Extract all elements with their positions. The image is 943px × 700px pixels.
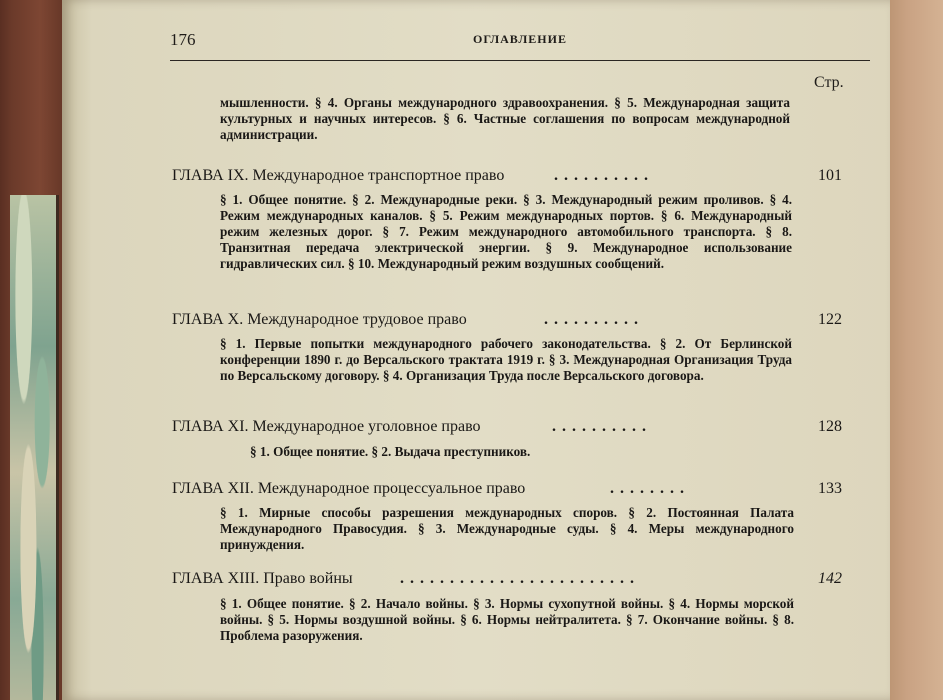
chapter-10-sections: § 1. Первые попытки международного рабочего законодательства. § 2. От Берлинской конференции 1890 г. до Версальского трактата 1919 г. § 3. Международная Организация Труда по Версальскому договору. § 4. Организация Труда после Версальского договора.: [220, 336, 792, 383]
chapter-page: 133: [818, 480, 842, 497]
chapter-page: 122: [818, 311, 842, 328]
page-number: 176: [170, 30, 196, 49]
chapter-title: ГЛАВА XI. Международное уголовное право: [172, 418, 481, 435]
running-title: ОГЛАВЛЕНИЕ: [473, 32, 567, 46]
toc-entry-chapter-12: [172, 480, 842, 502]
chapter-title: ГЛАВА IX. Международное транспортное право: [172, 167, 505, 184]
page-header: [170, 28, 870, 61]
chapter-9-sections: § 1. Общее понятие. § 2. Международные реки. § 3. Международный режим проливов. § 4. Режим международных каналов. § 5. Режим международных портов. § 6. Международный режим железных дорог. § 7. Режим международного автомобильного транспорта. § 8. Транзитная передача электрической энергии. § 9. Международное использование гидравлических сил. § 10. Международный режим воздушных сообщений.: [220, 192, 792, 271]
chapter-page: 128: [818, 418, 842, 435]
continuation-sections: мышленности. § 4. Органы международного здравоохранения. § 5. Международная защита культурных и научных интересов. § 6. Частные соглашения по вопросам международной администрации.: [220, 95, 790, 142]
leader-dots: ........: [610, 480, 690, 497]
book-page: [62, 0, 890, 700]
page-column-label: Стр.: [814, 74, 844, 91]
marbled-paper-edge: [10, 195, 59, 700]
chapter-page: 142: [818, 570, 842, 587]
book-cover-right: [883, 0, 943, 700]
toc-entry-chapter-10: [172, 311, 842, 333]
leader-dots: ..........: [552, 418, 652, 435]
toc-entry-chapter-9: [172, 167, 842, 189]
chapter-title: ГЛАВА XIII. Право войны: [172, 570, 353, 587]
toc-entry-chapter-13: [172, 570, 842, 592]
leader-dots: ..........: [554, 167, 654, 184]
leader-dots: ..........: [544, 311, 644, 328]
toc-entry-chapter-11: [172, 418, 842, 440]
chapter-13-sections: § 1. Общее понятие. § 2. Начало войны. § 3. Нормы сухопутной войны. § 4. Нормы морской войны. § 5. Нормы воздушной войны. § 6. Нормы нейтралитета. § 7. Окончание войны. § 8. Проблема разоружения.: [220, 596, 794, 643]
chapter-page: 101: [818, 167, 842, 184]
chapter-11-sections: § 1. Общее понятие. § 2. Выдача преступников.: [250, 444, 531, 459]
leader-dots: ........................: [400, 570, 640, 587]
chapter-title: ГЛАВА X. Международное трудовое право: [172, 311, 467, 328]
chapter-12-sections: § 1. Мирные способы разрешения международных споров. § 2. Постоянная Палата Международного Правосудия. § 3. Международные суды. § 4. Меры международного принуждения.: [220, 505, 794, 552]
chapter-title: ГЛАВА XII. Международное процессуальное право: [172, 480, 526, 497]
